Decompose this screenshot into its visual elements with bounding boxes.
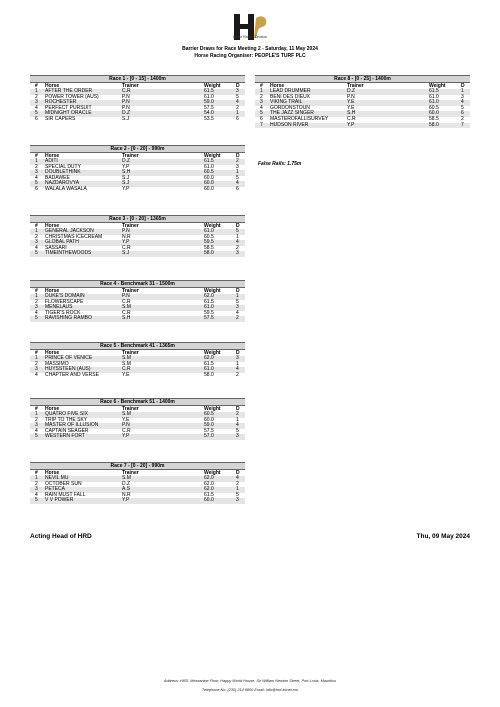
cell-horse: MASTEROFALLISURVEY [270, 115, 329, 122]
cell-weight: 61.0 [429, 99, 439, 106]
column-header-horse: Horse [45, 288, 60, 294]
cell-no: 6 [35, 185, 38, 192]
column-header-d: D [236, 288, 240, 294]
cell-d: 4 [461, 99, 464, 106]
column-header-horse: Horse [45, 406, 60, 412]
column-header-trainer: Trainer [122, 350, 139, 356]
cell-weight: 62.0 [204, 475, 214, 481]
column-header-d: D [236, 350, 240, 356]
column-header-trainer: Trainer [122, 223, 139, 229]
cell-trainer: D.Z [347, 88, 356, 94]
contact-line: Telephone No: (230) 214 9800 Email: info@hrd.intnet.mu [201, 688, 299, 692]
cell-no: 1 [260, 88, 263, 94]
cell-horse: HUDSON RIVER [270, 121, 309, 128]
cell-trainer: S.H [122, 169, 131, 176]
race-title: Race 2 - [0 - 20] - 990m [30, 145, 245, 153]
cell-d: 3 [236, 163, 239, 170]
cell-no: 5 [260, 110, 263, 117]
cell-weight: 60.0 [204, 497, 214, 504]
cell-d: 2 [236, 480, 239, 487]
race-title: Race 5 - Benchmark 41 - 1365m [30, 342, 245, 350]
cell-weight: 62.0 [204, 480, 214, 487]
cell-weight: 53.5 [204, 115, 214, 122]
cell-d: 5 [236, 491, 239, 498]
column-header-horse: Horse [270, 83, 285, 89]
cell-weight: 60.0 [204, 174, 214, 181]
column-header-weight: Weight [204, 350, 221, 356]
cell-d: 6 [461, 110, 464, 117]
cell-no: 1 [35, 411, 38, 417]
cell-d: 3 [236, 250, 239, 257]
cell-weight: 57.5 [204, 427, 214, 434]
cell-trainer: S.J [122, 250, 130, 257]
race-title: Race 6 - Benchmark 51 - 1400m [30, 398, 245, 406]
column-header-horse: Horse [45, 470, 60, 476]
cell-no: 3 [35, 486, 38, 493]
cell-trainer: A.S [122, 486, 131, 493]
race-table [30, 462, 245, 504]
cell-trainer: Y.P [347, 121, 355, 128]
cell-no: 1 [35, 228, 38, 234]
cell-d: 1 [461, 88, 464, 94]
table-row [30, 434, 245, 440]
cell-trainer: P.N [122, 422, 130, 429]
cell-weight: 61.5 [204, 158, 214, 164]
cell-d: 2 [236, 104, 239, 111]
cell-trainer: C.R [122, 427, 131, 434]
column-header-no: # [35, 406, 38, 412]
cell-no: 5 [35, 433, 38, 440]
cell-d: 4 [236, 180, 239, 187]
cell-no: 2 [35, 163, 38, 170]
cell-weight: 59.0 [204, 422, 214, 429]
cell-trainer: Y.P [122, 497, 130, 504]
column-header-no: # [35, 288, 38, 294]
column-header-weight: Weight [204, 406, 221, 412]
meeting-title: Barrier Draws for Race Meeting 2 - Saturday, 11 May 2024 [182, 46, 318, 52]
cell-no: 2 [35, 416, 38, 423]
cell-weight: 60.5 [204, 169, 214, 176]
cell-weight: 60.0 [204, 180, 214, 187]
cell-weight: 58.0 [204, 250, 214, 257]
cell-weight: 61.0 [204, 93, 214, 100]
cell-weight: 60.5 [429, 104, 439, 111]
column-header-no: # [35, 83, 38, 89]
organiser-line: Horse Racing Organiser: PEOPLE'S TURF PLC [194, 53, 306, 59]
cell-trainer: D.Z [122, 480, 131, 487]
cell-weight: 58.0 [429, 121, 439, 128]
logo-caption: Horse Racing Division [232, 35, 268, 39]
cell-d: 3 [236, 497, 239, 504]
cell-horse: PERFECT PURSUIT [45, 104, 92, 111]
cell-horse: ROCHESTER [45, 99, 77, 106]
column-header-weight: Weight [429, 83, 446, 89]
cell-d: 4 [236, 366, 239, 373]
cell-weight: 58.5 [429, 115, 439, 122]
column-header-trainer: Trainer [122, 83, 139, 89]
cell-d: 2 [236, 158, 239, 164]
cell-trainer: S.J [122, 180, 130, 187]
cell-horse: SIR CAPERS [45, 115, 76, 122]
cell-no: 2 [35, 480, 38, 487]
cell-horse: THE JAZZ SINGER [270, 110, 314, 117]
cell-d: 4 [236, 475, 239, 481]
cell-no: 6 [35, 115, 38, 122]
column-header-d: D [461, 83, 465, 89]
cell-horse: CHRISTMAS ICECREAM [45, 233, 103, 240]
cell-trainer: S.M [122, 411, 131, 417]
cell-horse: V V POWER [45, 497, 74, 504]
cell-weight: 61.5 [204, 491, 214, 498]
cell-weight: 59.5 [204, 239, 214, 246]
cell-no: 2 [35, 298, 38, 305]
cell-d: 1 [236, 293, 239, 299]
cell-no: 2 [260, 93, 263, 100]
cell-horse: POWER TOWER (AUS) [45, 93, 99, 100]
cell-weight: 57.0 [204, 433, 214, 440]
cell-horse: SPECIAL DUTY [45, 163, 81, 170]
cell-d: 4 [236, 309, 239, 316]
cell-d: 1 [236, 416, 239, 423]
cell-d: 6 [236, 115, 239, 122]
race-table [30, 342, 245, 378]
cell-d: 2 [236, 411, 239, 417]
cell-trainer: P.N [347, 93, 355, 100]
cell-d: 1 [236, 486, 239, 493]
cell-horse: RAIN MUST FALL [45, 491, 86, 498]
cell-no: 5 [35, 315, 38, 322]
cell-d: 5 [236, 93, 239, 100]
cell-horse: GENERAL JACKSON [45, 228, 94, 234]
cell-no: 4 [35, 104, 38, 111]
table-row [30, 251, 245, 257]
race-title: Race 8 - [0 - 25] - 1400m [255, 75, 470, 83]
cell-weight: 59.0 [204, 99, 214, 106]
race-title: Race 3 - [0 - 20] - 1365m [30, 215, 245, 223]
race-table [30, 398, 245, 440]
cell-trainer: P.N [122, 228, 130, 234]
cell-horse: GLOBAL PATH [45, 239, 79, 246]
race-table [30, 145, 245, 193]
cell-weight: 60.0 [204, 416, 214, 423]
cell-horse: NEVIL MU [45, 475, 69, 481]
race-table [30, 215, 245, 257]
cell-horse: DUKE'S DOMAIN [45, 293, 85, 299]
column-header-weight: Weight [204, 223, 221, 229]
cell-trainer: P.N [122, 104, 130, 111]
cell-d: 3 [236, 355, 239, 361]
cell-weight: 61.5 [204, 298, 214, 305]
document-date: Thu, 09 May 2024 [416, 533, 470, 540]
race-title: Race 1 - [0 - 15] - 1400m [30, 75, 245, 83]
cell-weight: 61.0 [204, 304, 214, 311]
cell-d: 3 [236, 304, 239, 311]
cell-weight: 58.5 [204, 244, 214, 251]
table-row [255, 123, 470, 129]
cell-trainer: Y.E [122, 371, 130, 378]
column-header-weight: Weight [204, 83, 221, 89]
cell-no: 3 [35, 366, 38, 373]
cell-d: 1 [236, 169, 239, 176]
cell-trainer: C.R [122, 88, 131, 94]
cell-d: 4 [236, 99, 239, 106]
cell-no: 4 [35, 174, 38, 181]
cell-no: 4 [35, 244, 38, 251]
cell-d: 1 [236, 233, 239, 240]
cell-horse: MASSIMO [45, 360, 69, 367]
cell-no: 3 [35, 99, 38, 106]
cell-horse: TIMEINTHEWOODS [45, 250, 92, 257]
cell-horse: SASSARI [45, 244, 67, 251]
cell-d: 3 [461, 93, 464, 100]
cell-trainer: Y.P [122, 185, 130, 192]
cell-no: 6 [260, 115, 263, 122]
table-row [30, 316, 245, 322]
cell-horse: QUATRO FIVE SIX [45, 411, 88, 417]
cell-weight: 61.0 [204, 366, 214, 373]
cell-horse: WESTERN FORT [45, 433, 85, 440]
cell-no: 7 [260, 121, 263, 128]
cell-trainer: Y.P [122, 433, 130, 440]
cell-no: 2 [35, 233, 38, 240]
cell-d: 3 [236, 433, 239, 440]
cell-weight: 57.5 [204, 104, 214, 111]
cell-weight: 60.0 [429, 110, 439, 117]
cell-no: 1 [35, 88, 38, 94]
column-header-horse: Horse [45, 153, 60, 159]
cell-horse: MIDNIGHT ORACLE [45, 110, 92, 117]
column-header-weight: Weight [204, 470, 221, 476]
cell-no: 4 [35, 371, 38, 378]
cell-weight: 59.5 [204, 309, 214, 316]
column-header-d: D [236, 223, 240, 229]
cell-no: 1 [35, 293, 38, 299]
cell-no: 3 [260, 99, 263, 106]
cell-d: 2 [236, 315, 239, 322]
cell-d: 5 [236, 228, 239, 234]
cell-horse: RAVISHING RAMBO [45, 315, 92, 322]
cell-trainer: S.J [122, 115, 130, 122]
cell-d: 1 [236, 360, 239, 367]
cell-d: 5 [236, 174, 239, 181]
cell-trainer: C.R [122, 298, 131, 305]
column-header-d: D [236, 406, 240, 412]
cell-horse: PETECA [45, 486, 66, 493]
cell-horse: TRIP TO THE SKY [45, 416, 88, 423]
cell-d: 5 [236, 427, 239, 434]
table-row [30, 187, 245, 193]
cell-d: 4 [236, 422, 239, 429]
column-header-no: # [35, 223, 38, 229]
column-header-trainer: Trainer [122, 406, 139, 412]
cell-weight: 60.5 [204, 411, 214, 417]
column-header-trainer: Trainer [122, 470, 139, 476]
cell-no: 2 [35, 360, 38, 367]
cell-horse: VIKING TRAIL [270, 99, 303, 106]
cell-d: 2 [236, 371, 239, 378]
cell-trainer: P.N [122, 99, 130, 106]
cell-weight: 62.0 [204, 293, 214, 299]
table-row [30, 498, 245, 504]
column-header-no: # [260, 83, 263, 89]
cell-trainer: C.R [122, 366, 131, 373]
cell-weight: 61.0 [204, 228, 214, 234]
column-header-d: D [236, 83, 240, 89]
table-row [30, 373, 245, 379]
cell-horse: LEAD DRUMMER [270, 88, 311, 94]
cell-trainer: P.N [122, 293, 130, 299]
cell-trainer: S.H [347, 110, 356, 117]
column-header-no: # [35, 470, 38, 476]
cell-weight: 58.0 [204, 371, 214, 378]
cell-trainer: D.Z [122, 110, 131, 117]
race-title: Race 4 - Benchmark 31 - 1500m [30, 280, 245, 288]
cell-trainer: C.R [347, 115, 356, 122]
cell-horse: DOUBLETHINK [45, 169, 81, 176]
cell-weight: 61.0 [204, 163, 214, 170]
cell-weight: 61.5 [204, 360, 214, 367]
cell-d: 6 [236, 185, 239, 192]
cell-d: 4 [236, 239, 239, 246]
cell-horse: BADAWEE [45, 174, 70, 181]
cell-no: 5 [35, 180, 38, 187]
cell-no: 3 [35, 422, 38, 429]
cell-horse: NAZDAROVYA [45, 180, 80, 187]
cell-trainer: N.R [122, 233, 131, 240]
column-header-weight: Weight [204, 288, 221, 294]
column-header-trainer: Trainer [347, 83, 364, 89]
cell-horse: CAPTAIN SEAGER [45, 427, 89, 434]
cell-no: 4 [35, 309, 38, 316]
cell-no: 5 [35, 250, 38, 257]
cell-d: 1 [236, 110, 239, 117]
table-row [30, 117, 245, 123]
cell-no: 3 [35, 169, 38, 176]
cell-no: 1 [35, 475, 38, 481]
column-header-weight: Weight [204, 153, 221, 159]
cell-no: 5 [35, 110, 38, 117]
column-header-no: # [35, 350, 38, 356]
cell-trainer: Y.P [122, 163, 130, 170]
cell-horse: PRINCE OF VENICE [45, 355, 93, 361]
cell-trainer: S.M [122, 355, 131, 361]
column-header-trainer: Trainer [122, 153, 139, 159]
race-title: Race 7 - [0 - 20] - 990m [30, 462, 245, 470]
column-header-horse: Horse [45, 83, 60, 89]
cell-horse: GORDONSTOUN [270, 104, 310, 111]
cell-horse: BENI DES DIEUX [270, 93, 311, 100]
race-table [255, 75, 470, 128]
column-header-d: D [236, 153, 240, 159]
signatory: Acting Head of HRD [30, 533, 92, 540]
cell-no: 1 [35, 355, 38, 361]
cell-trainer: S.M [122, 304, 131, 311]
race-table [30, 280, 245, 322]
cell-horse: WALALA WASALA [45, 185, 87, 192]
cell-no: 3 [35, 304, 38, 311]
cell-weight: 61.5 [429, 88, 439, 94]
cell-d: 5 [461, 104, 464, 111]
cell-trainer: Y.P [122, 239, 130, 246]
cell-weight: 62.0 [204, 486, 214, 493]
cell-no: 4 [35, 491, 38, 498]
cell-d: 5 [236, 298, 239, 305]
cell-trainer: P.N [122, 93, 130, 100]
cell-horse: CHAPTER AND VERSE [45, 371, 99, 378]
column-header-horse: Horse [45, 223, 60, 229]
race-table [30, 75, 245, 123]
cell-horse: TIGER'S ROCK [45, 309, 81, 316]
cell-weight: 57.5 [204, 315, 214, 322]
cell-no: 2 [35, 93, 38, 100]
cell-trainer: Y.E [347, 104, 355, 111]
cell-weight: 62.0 [204, 355, 214, 361]
cell-trainer: C.R [122, 309, 131, 316]
cell-d: 3 [236, 88, 239, 94]
cell-no: 1 [35, 158, 38, 164]
cell-horse: OCTOBER SUN [45, 480, 82, 487]
cell-d: 2 [461, 115, 464, 122]
cell-trainer: D.Z [122, 158, 131, 164]
address-line: Address: HRD, Mezzanine Floor, Happy World House, Sir William Newton Street, Port Louis, Mauritius [163, 679, 337, 683]
column-header-d: D [236, 470, 240, 476]
cell-trainer: Y.E [122, 416, 130, 423]
cell-d: 2 [236, 244, 239, 251]
cell-weight: 60.0 [204, 185, 214, 192]
cell-weight: 61.5 [204, 88, 214, 94]
cell-trainer: Y.E [347, 99, 355, 106]
cell-weight: 54.0 [204, 110, 214, 117]
column-header-no: # [35, 153, 38, 159]
cell-d: 7 [461, 121, 464, 128]
cell-weight: 60.5 [204, 233, 214, 240]
cell-trainer: S.H [122, 315, 131, 322]
cell-horse: HUYSSTEEN (AUS) [45, 366, 91, 373]
cell-no: 3 [35, 239, 38, 246]
cell-horse: MENELAUS [45, 304, 73, 311]
cell-no: 4 [260, 104, 263, 111]
cell-trainer: N.R [122, 491, 131, 498]
cell-horse: MASTER OF ILLUSION [45, 422, 99, 429]
cell-trainer: S.M [122, 475, 131, 481]
false-rails-note: False Rails: 1.75m [258, 161, 302, 167]
cell-no: 4 [35, 427, 38, 434]
cell-trainer: S.M [122, 360, 131, 367]
cell-trainer: C.R [122, 244, 131, 251]
cell-trainer: S.J [122, 174, 130, 181]
cell-horse: FLOWERSCAPE [45, 298, 84, 305]
cell-horse: ADITI [45, 158, 58, 164]
cell-weight: 61.0 [429, 93, 439, 100]
cell-no: 5 [35, 497, 38, 504]
cell-horse: AFTER THE ORDER [45, 88, 93, 94]
column-header-trainer: Trainer [122, 288, 139, 294]
column-header-horse: Horse [45, 350, 60, 356]
